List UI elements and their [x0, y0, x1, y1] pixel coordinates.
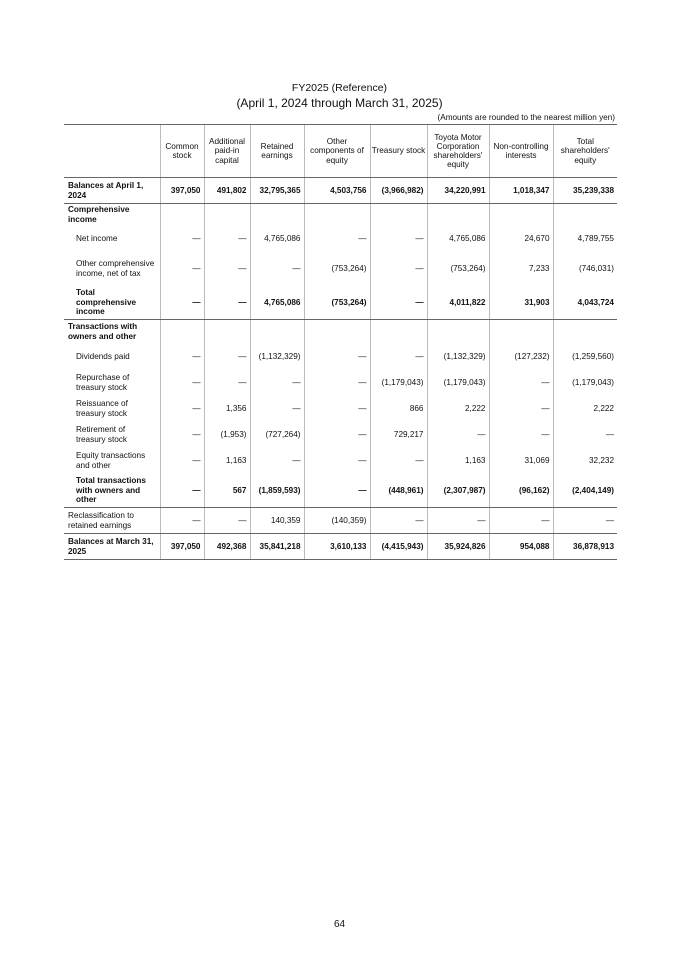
table-cell: — — [304, 344, 370, 370]
table-cell: — — [160, 508, 204, 534]
table-cell — [489, 204, 553, 226]
table-cell: (1,179,043) — [370, 370, 427, 396]
table-cell: (1,132,329) — [250, 344, 304, 370]
table-cell: 7,233 — [489, 252, 553, 286]
header-common-stock: Common stock — [160, 125, 204, 178]
table-cell: (1,179,043) — [553, 370, 617, 396]
table-cell: — — [160, 226, 204, 252]
table-cell: — — [160, 286, 204, 320]
table-cell: — — [304, 370, 370, 396]
row-label: Dividends paid — [76, 351, 130, 361]
table-cell: (1,859,593) — [250, 474, 304, 508]
table-cell: — — [370, 508, 427, 534]
header-other-components-of-equity: Other components of equity — [304, 125, 370, 178]
table-cell: — — [160, 344, 204, 370]
table-cell: — — [489, 508, 553, 534]
table-cell — [370, 320, 427, 344]
table-cell: 36,878,913 — [553, 534, 617, 560]
table-cell: — — [489, 422, 553, 448]
table-cell: — — [304, 422, 370, 448]
header-total-shareholders-equity: Total shareholders' equity — [553, 125, 617, 178]
row-label: Reclassification to retained earnings — [64, 508, 160, 534]
statement-period: (April 1, 2024 through March 31, 2025) — [236, 96, 443, 110]
table-cell: 35,239,338 — [553, 178, 617, 204]
table-cell: — — [204, 370, 250, 396]
page-number: 64 — [333, 919, 346, 930]
table-cell: 397,050 — [160, 178, 204, 204]
table-cell: (448,961) — [370, 474, 427, 508]
table-cell — [160, 204, 204, 226]
table-row — [64, 474, 617, 508]
row-label: Other comprehensive income, net of tax — [76, 259, 155, 278]
table-cell — [204, 204, 250, 226]
table-cell: 4,789,755 — [553, 226, 617, 252]
table-cell: 35,841,218 — [250, 534, 304, 560]
table-cell: — — [370, 226, 427, 252]
table-cell: 492,368 — [204, 534, 250, 560]
table-cell: 1,018,347 — [489, 178, 553, 204]
table-cell: 1,356 — [204, 396, 250, 422]
table-cell: — — [553, 508, 617, 534]
table-cell: 567 — [204, 474, 250, 508]
table-cell: 4,503,756 — [304, 178, 370, 204]
table-cell: 140,359 — [250, 508, 304, 534]
table-cell: 31,069 — [489, 448, 553, 474]
table-row — [64, 370, 617, 396]
header-retained-earnings: Retained earnings — [250, 125, 304, 178]
equity-statement-table — [64, 124, 617, 560]
row-label: Balances at March 31, 2025 — [64, 534, 160, 560]
row-label: Balances at April 1, 2024 — [64, 178, 160, 204]
table-cell: — — [489, 370, 553, 396]
table-cell: — — [160, 422, 204, 448]
table-cell: — — [160, 448, 204, 474]
table-cell: — — [370, 252, 427, 286]
row-label: Transactions with owners and other — [68, 322, 138, 341]
table-cell: 954,088 — [489, 534, 553, 560]
table-cell: (4,415,943) — [370, 534, 427, 560]
table-cell: (753,264) — [304, 286, 370, 320]
table-row — [64, 178, 617, 204]
table-cell: 32,795,365 — [250, 178, 304, 204]
table-row — [64, 252, 617, 286]
table-row — [64, 286, 617, 320]
table-cell: 35,924,826 — [427, 534, 489, 560]
table-cell: (753,264) — [427, 252, 489, 286]
table-cell: — — [304, 226, 370, 252]
table-row — [64, 344, 617, 370]
table-cell: (2,404,149) — [553, 474, 617, 508]
table-cell — [304, 320, 370, 344]
table-cell: (127,232) — [489, 344, 553, 370]
table-cell: 1,163 — [427, 448, 489, 474]
table-cell: 31,903 — [489, 286, 553, 320]
header-non-controlling-interests: Non-controlling interests — [489, 125, 553, 178]
table-row — [64, 320, 617, 344]
table-cell: (96,162) — [489, 474, 553, 508]
table-cell: (1,259,560) — [553, 344, 617, 370]
row-label: Total transactions with owners and other — [64, 474, 160, 508]
table-cell: 4,011,822 — [427, 286, 489, 320]
table-cell: 4,765,086 — [427, 226, 489, 252]
header-row — [64, 125, 617, 178]
table-cell: — — [489, 396, 553, 422]
table-cell: — — [304, 474, 370, 508]
table-cell — [427, 204, 489, 226]
table-cell — [160, 320, 204, 344]
header-treasury-stock: Treasury stock — [370, 125, 427, 178]
table-cell: — — [370, 344, 427, 370]
table-cell: — — [204, 226, 250, 252]
row-label: Total comprehensive income — [64, 286, 160, 320]
table-cell: 729,217 — [370, 422, 427, 448]
table-cell — [427, 320, 489, 344]
table-cell: 4,765,086 — [250, 226, 304, 252]
row-label: Comprehensive income — [68, 205, 130, 224]
row-label: Retirement of treasury stock — [76, 425, 127, 444]
table-cell — [304, 204, 370, 226]
table-cell: 1,163 — [204, 448, 250, 474]
table-cell: — — [160, 370, 204, 396]
table-cell: 3,610,133 — [304, 534, 370, 560]
table-cell: — — [160, 474, 204, 508]
table-cell: (746,031) — [553, 252, 617, 286]
row-label: Repurchase of treasury stock — [76, 373, 130, 392]
table-cell: — — [250, 370, 304, 396]
table-cell — [553, 204, 617, 226]
table-cell — [250, 204, 304, 226]
table-cell: — — [370, 286, 427, 320]
table-cell: — — [204, 344, 250, 370]
table-cell: — — [304, 448, 370, 474]
table-cell: — — [204, 252, 250, 286]
row-label: Net income — [76, 233, 118, 243]
table-row — [64, 204, 617, 226]
table-cell: — — [204, 508, 250, 534]
header-cell-label — [64, 125, 160, 178]
table-row — [64, 226, 617, 252]
table-cell — [204, 320, 250, 344]
table-cell: (140,359) — [304, 508, 370, 534]
rounding-note: (Amounts are rounded to the nearest million yen) — [437, 113, 615, 122]
table-cell: — — [427, 422, 489, 448]
table-cell: 866 — [370, 396, 427, 422]
table-cell: (1,179,043) — [427, 370, 489, 396]
header-tmc-shareholders-equity: Toyota Motor Corporation shareholders' equity — [427, 125, 489, 178]
table-cell: — — [204, 286, 250, 320]
table-row — [64, 508, 617, 534]
table-cell: — — [250, 396, 304, 422]
table-row — [64, 448, 617, 474]
table-cell — [553, 320, 617, 344]
row-label: Reissuance of treasury stock — [76, 399, 128, 418]
table-row — [64, 534, 617, 560]
table-cell: 4,043,724 — [553, 286, 617, 320]
table-cell: 2,222 — [427, 396, 489, 422]
table-cell: — — [370, 448, 427, 474]
table-cell: (727,264) — [250, 422, 304, 448]
table-cell: — — [160, 252, 204, 286]
table-cell: 397,050 — [160, 534, 204, 560]
table-cell: — — [427, 508, 489, 534]
statement-title: FY2025 (Reference) — [291, 82, 388, 94]
table-row — [64, 422, 617, 448]
table-cell — [489, 320, 553, 344]
table-cell: — — [250, 252, 304, 286]
table-cell: (1,132,329) — [427, 344, 489, 370]
table-cell: 491,802 — [204, 178, 250, 204]
table-cell — [370, 204, 427, 226]
table-cell: (1,953) — [204, 422, 250, 448]
table-cell: 24,670 — [489, 226, 553, 252]
header-additional-paid-in-capital: Additional paid-in capital — [204, 125, 250, 178]
table-row — [64, 396, 617, 422]
table-cell: — — [304, 396, 370, 422]
table-cell: 32,232 — [553, 448, 617, 474]
table-cell: — — [250, 448, 304, 474]
table-cell: (2,307,987) — [427, 474, 489, 508]
table-cell: 2,222 — [553, 396, 617, 422]
row-label: Equity transactions and other — [76, 451, 146, 470]
table-cell: (3,966,982) — [370, 178, 427, 204]
table-cell: — — [160, 396, 204, 422]
table-cell: (753,264) — [304, 252, 370, 286]
table-cell: 4,765,086 — [250, 286, 304, 320]
table-cell: 34,220,991 — [427, 178, 489, 204]
table-cell — [250, 320, 304, 344]
table-cell: — — [553, 422, 617, 448]
